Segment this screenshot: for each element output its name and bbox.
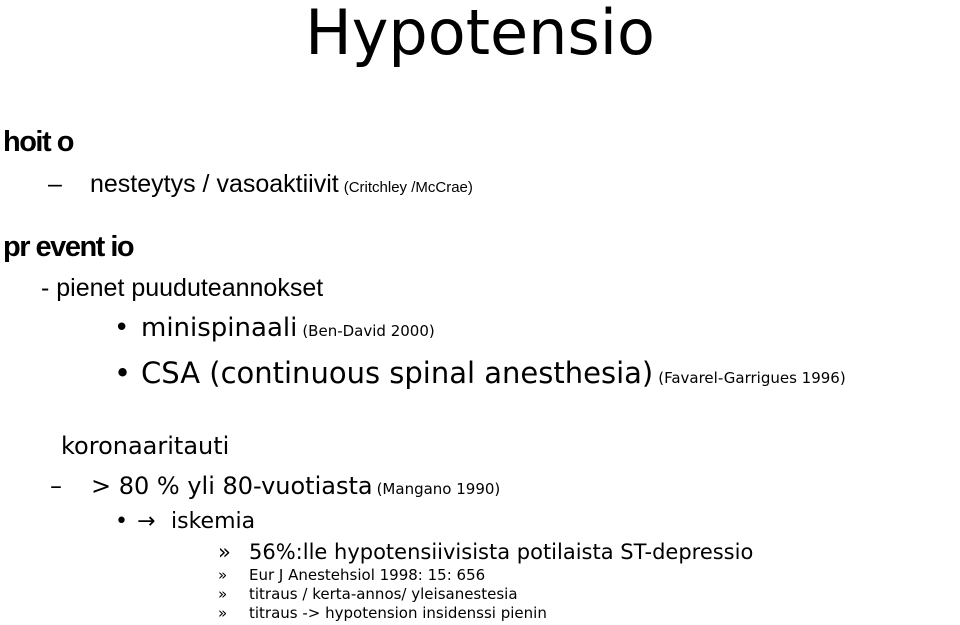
raquo-marker: » — [218, 540, 231, 564]
list-item-yli-80 — [50, 474, 500, 498]
section-heading-hoito: hoit o — [3, 126, 73, 158]
raquo-marker: » — [218, 566, 228, 584]
citation: (Mangano 1990) — [376, 480, 501, 498]
bullet-marker: • — [114, 356, 132, 390]
detail-text: 56%:lle hypotensiivisista potilaista ST-depressio — [249, 540, 754, 564]
subheading-puuduteannokset: - pienet puuduteannokset — [41, 274, 324, 302]
raquo-marker: » — [218, 585, 228, 603]
arrow-right-icon: → — [137, 509, 156, 534]
bullet-marker: • — [115, 509, 128, 534]
list-item-nesteytys — [48, 172, 473, 197]
list-item-iskemia — [115, 511, 255, 533]
citation: (Ben-David 2000) — [302, 322, 435, 340]
item-text: CSA (continuous spinal anesthesia) — [141, 356, 654, 390]
citation: (Favarel-Garrigues 1996) — [658, 369, 846, 387]
detail-item-titraus-insidenssi — [218, 606, 547, 621]
detail-item-titraus — [218, 587, 518, 602]
section-heading-koronaaritauti: koronaaritauti — [61, 432, 230, 460]
detail-item-st-depressio — [218, 542, 753, 563]
list-item-csa — [114, 356, 846, 390]
dash-marker: – — [50, 472, 62, 500]
bullet-marker: • — [114, 313, 130, 343]
detail-text: titraus / kerta-annos/ yleisanestesia — [249, 585, 518, 603]
detail-item-reference — [218, 568, 485, 583]
item-text: nesteytys / vasoaktiivit — [90, 170, 339, 198]
raquo-marker: » — [218, 604, 228, 622]
slide-title: Hypotensio — [305, 0, 655, 69]
section-heading-preventio: pr event io — [3, 231, 134, 263]
dash-marker: – — [48, 170, 62, 198]
detail-text: Eur J Anestehsiol 1998: 15: 656 — [249, 566, 486, 584]
detail-text: titraus -> hypotension insidenssi pienin — [249, 604, 547, 622]
item-text: iskemia — [171, 509, 256, 534]
item-text: > 80 % yli 80-vuotiasta — [91, 472, 373, 500]
citation: (Critchley /McCrae) — [343, 179, 473, 196]
list-item-minispinaali — [114, 315, 435, 341]
item-text: minispinaali — [141, 313, 298, 343]
